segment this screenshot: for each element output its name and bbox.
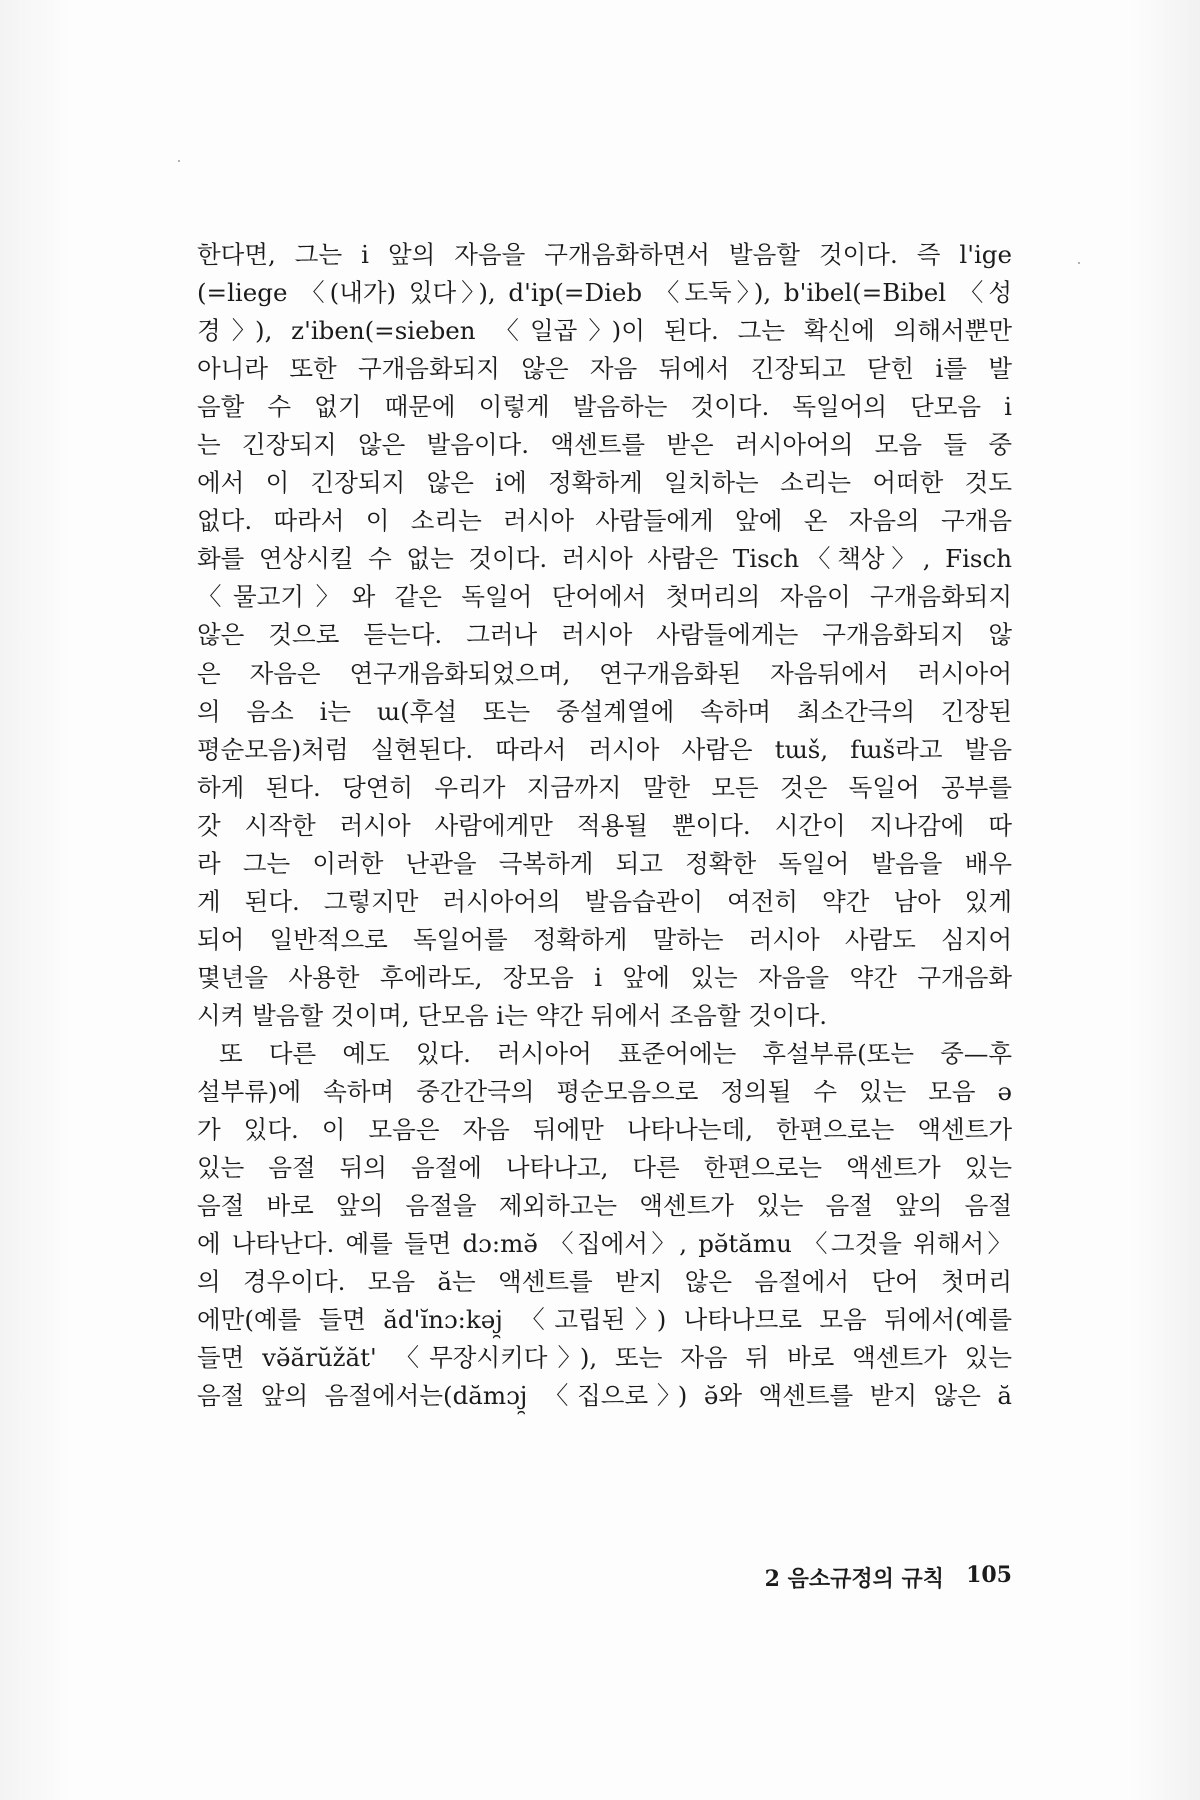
text-line: 에 나타난다. 예를 들면 dɔ:mə̆ 〈집에서〉, pə̆tămu 〈그것을 위해서〉 bbox=[197, 1229, 1012, 1259]
text-line: 〈물고기〉와 같은 독일어 단어에서 첫머리의 자음이 구개음화되지 bbox=[197, 582, 1012, 612]
text-line: 경〉), z'iben(=sieben 〈일곱〉)이 된다. 그는 확신에 의해서뿐만 bbox=[197, 316, 1012, 346]
text-line: 시켜 발음할 것이며, 단모음 i는 약간 뒤에서 조음할 것이다. bbox=[197, 1000, 828, 1030]
running-chapter-title: 2 음소규정의 규칙 bbox=[764, 1566, 945, 1592]
text-line: 음할 수 없기 때문에 이렇게 발음하는 것이다. 독일어의 단모음 i bbox=[197, 392, 1012, 422]
text-line: 의 음소 i는 ɯ(후설 또는 중설계열에 속하며 최소간극의 긴장된 bbox=[197, 696, 1012, 726]
text-line: 라 그는 이러한 난관을 극복하게 되고 정확한 독일어 발음을 배우 bbox=[197, 848, 1012, 878]
text-line: 갓 시작한 러시아 사람에게만 적용될 뿐이다. 시간이 지나감에 따 bbox=[197, 810, 1012, 840]
text-line: 되어 일반적으로 독일어를 정확하게 말하는 러시아 사람도 심지어 bbox=[197, 924, 1012, 954]
text-line: 않은 것으로 듣는다. 그러나 러시아 사람들에게는 구개음화되지 않 bbox=[197, 620, 1012, 650]
text-line: 평순모음)처럼 실현된다. 따라서 러시아 사람은 tɯš, fɯš라고 발음 bbox=[197, 734, 1012, 764]
text-line: 가 있다. 이 모음은 자음 뒤에만 나타나는데, 한편으로는 액센트가 bbox=[197, 1115, 1012, 1145]
text-line: 에만(예를 들면 ăd'ĭnɔ:kəj̯ 〈고립된〉) 나타나므로 모음 뒤에서(예를 bbox=[197, 1305, 1012, 1335]
text-line: 의 경우이다. 모음 ă는 액센트를 받지 않은 음절에서 단어 첫머리 bbox=[197, 1267, 1012, 1297]
text-line: 에서 이 긴장되지 않은 i에 정확하게 일치하는 소리는 어떠한 것도 bbox=[197, 468, 1012, 498]
text-line: 하게 된다. 당연히 우리가 지금까지 말한 모든 것은 독일어 공부를 bbox=[197, 772, 1012, 802]
text-line: 들면 və̆ărŭžăt' 〈무장시키다〉), 또는 자음 뒤 바로 액센트가 있는 bbox=[197, 1343, 1012, 1373]
text-line: 설부류)에 속하며 중간간극의 평순모음으로 정의될 수 있는 모음 ə bbox=[197, 1077, 1012, 1107]
text-line: 화를 연상시킬 수 없는 것이다. 러시아 사람은 Tisch〈책상〉, Fisch bbox=[197, 544, 1012, 574]
text-line: 한다면, 그는 i 앞의 자음을 구개음화하면서 발음할 것이다. 즉 l'ige bbox=[197, 240, 1012, 269]
page-number: 105 bbox=[966, 1562, 1012, 1588]
text-line: 없다. 따라서 이 소리는 러시아 사람들에게 앞에 온 자음의 구개음 bbox=[197, 506, 1012, 536]
text-line: 음절 앞의 음절에서는(dămɔj̯ 〈집으로〉) ə̆와 액센트를 받지 않은 ă bbox=[197, 1381, 1012, 1411]
text-line: 은 자음은 연구개음화되었으며, 연구개음화된 자음뒤에서 러시아어 bbox=[197, 658, 1012, 688]
text-line: 는 긴장되지 않은 발음이다. 액센트를 받은 러시아어의 모음 들 중 bbox=[197, 430, 1012, 460]
text-line: (=liege 〈(내가) 있다〉), d'ip(=Dieb 〈도둑〉), b'ibel(=Bibel 〈성 bbox=[197, 278, 1012, 308]
text-line: 아니라 또한 구개음화되지 않은 자음 뒤에서 긴장되고 닫힌 i를 발 bbox=[197, 354, 1012, 384]
body-text bbox=[197, 236, 1012, 1415]
paper-speck bbox=[178, 160, 180, 162]
paper-speck bbox=[1078, 262, 1080, 264]
text-line-paragraph-start: 또 다른 예도 있다. 러시아어 표준어에는 후설부류(또는 중—후 bbox=[219, 1038, 1012, 1068]
text-line: 몇년을 사용한 후에라도, 장모음 i 앞에 있는 자음을 약간 구개음화 bbox=[197, 962, 1012, 992]
page-footer bbox=[730, 1562, 1012, 1593]
text-line: 있는 음절 뒤의 음절에 나타나고, 다른 한편으로는 액센트가 있는 bbox=[197, 1153, 1012, 1183]
text-line: 게 된다. 그렇지만 러시아어의 발음습관이 여전히 약간 남아 있게 bbox=[197, 886, 1012, 916]
text-line: 음절 바로 앞의 음절을 제외하고는 액센트가 있는 음절 앞의 음절 bbox=[197, 1191, 1012, 1221]
